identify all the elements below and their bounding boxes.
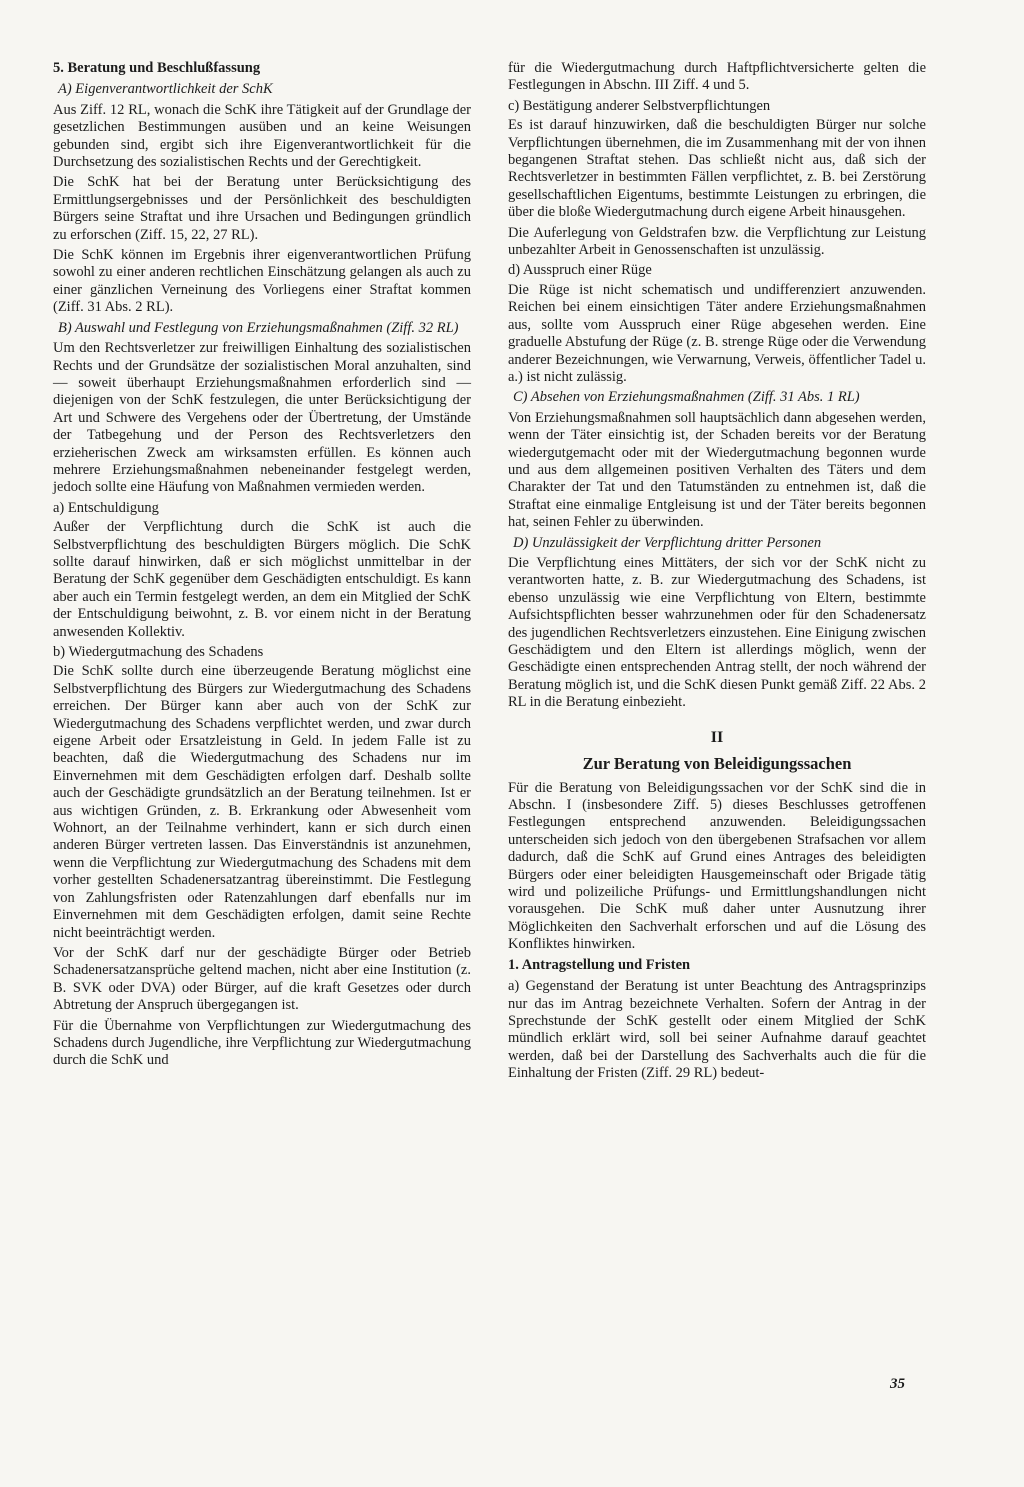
- subheading-b: B) Auswahl und Festlegung von Erziehungsmaßnahmen (Ziff. 32 RL): [58, 319, 459, 336]
- paragraph: a) Gegenstand der Beratung ist unter Beachtung des Antragsprinzips nur das im Antrag bezeichnete Verhalten. Sofern der Antrag in der Sprechstunde der SchK gestellt oder einem Mitglied der SchK mündlich erklärt wird, soll bei seiner Aufnahme darauf geachtet werden, daß bei der Darstellung des Sachverhalts auch die für die Einhaltung der Fristen (Ziff. 29 RL) bedeut-: [508, 978, 926, 1082]
- paragraph: Aus Ziff. 12 RL, wonach die SchK ihre Tätigkeit auf der Grundlage der gesetzlichen Bestimmungen ausüben und an keine Weisungen gebunden sind, ergibt sich ihre Eigenverantwortlichkeit für die Durchsetzung des sozialistischen Rechts und der Gerechtigkeit.: [53, 101, 471, 171]
- paragraph: Außer der Verpflichtung durch die SchK ist auch die Selbstverpflichtung des beschuldigten Bürgers möglich. Die SchK sollte darauf hinwirken, daß er sich möglichst unmittelbar in der Beratung der SchK gegenüber dem Geschädigten entschuldigt. Es kann aber auch ein Termin festgelegt werden, an dem ein Mitglied der SchK der Entschuldigung beiwohnt, z. B. vor einem nicht in der Beratung anwesenden Kollektiv.: [53, 519, 471, 640]
- subheading-ruege: d) Ausspruch einer Rüge: [508, 262, 652, 279]
- paragraph: Vor der SchK darf nur der geschädigte Bürger oder Betrieb Schadenersatzansprüche geltend machen, nicht aber eine Institution (z. B. SVK oder DVA) oder Bürger, auf die kraft Gesetzes oder durch Abtretung der Anspruch übergegangen ist.: [53, 944, 471, 1014]
- subheading-a: A) Eigenverantwortlichkeit der SchK: [58, 81, 273, 98]
- subheading-bestaetigung: c) Bestätigung anderer Selbstverpflichtungen: [508, 97, 771, 114]
- part-title: Zur Beratung von Beleidigungssachen: [582, 753, 852, 773]
- paragraph: Die Rüge ist nicht schematisch und undifferenziert anzuwenden. Reichen bei einem einsichtigen Täter andere Erziehungsmaßnahmen aus, sollte vom Ausspruch einer Rüge abgesehen werden. Eine graduelle Abstufung der Rüge (z. B. strenge Rüge oder die Verwendung anderer Bezeichnungen, wie Verwarnung, Verweis, öffentlicher Tadel u. a.) ist nicht zulässig.: [508, 281, 926, 385]
- paragraph: Die SchK hat bei der Beratung unter Berücksichtigung des Ermittlungsergebnisses und der Persönlichkeit des beschuldigten Bürgers seine Straftat und ihre Ursachen und Bedingungen gründlich zu erforschen (Ziff. 15, 22, 27 RL).: [53, 174, 471, 243]
- paragraph: Für die Übernahme von Verpflichtungen zur Wiedergutmachung des Schadens durch Jugendliche, ihre Verpflichtung zur Wiedergutmachung durch die SchK und: [53, 1017, 471, 1069]
- paragraph: Für die Beratung von Beleidigungssachen vor der SchK sind die in Abschn. I (insbesondere Ziff. 5) dieses Beschlusses getroffenen Festlegungen entsprechend anzuwenden. Beleidigungssachen unterscheiden sich jedoch von den übergebenen Strafsachen vor allem dadurch, daß die SchK auf Grund eines Antrages des beleidigten Bürgers oder einer beleidigten Hausgemeinschaft oder Brigade tätig wird und polizeiliche Prüfungs- und Ermittlungshandlungen nicht vorausgehen. Die SchK muß daher unter Ausnutzung ihrer Möglichkeiten den Sachverhalt erforschen und auf die Lösung des Konfliktes hinwirken.: [508, 779, 926, 953]
- page-number: 35: [890, 1376, 905, 1392]
- paragraph: Von Erziehungsmaßnahmen soll hauptsächlich dann abgesehen werden, wenn der Täter einsichtig ist, der Schaden bereits vor der Beratung wiedergutgemacht oder mit der Wiedergutmachung begonnen wurde und aus dem allgemeinen positiven Verhalten des Täters und dem Charakter der Tat und den Tatumständen zu entnehmen ist, daß die Straftat eine einmalige Entgleisung ist und der Täter bereits begonnen hat, seinen Fehler zu überwinden.: [508, 409, 926, 531]
- paragraph: Die SchK sollte durch eine überzeugende Beratung möglichst eine Selbstverpflichtung des Bürgers zur Wiedergutmachung des Schadens erreichen. Der Bürger kann aber auch von der SchK zur Wiedergutmachung des Schadens verpflichtet werden, und zwar durch eigene Arbeit oder Ersatzleistung in Geld. In jedem Falle ist zu beachten, daß die Wiedergutmachung des Schadens nur im Einvernehmen mit dem Geschädigten erfolgen darf. Deshalb sollte auch der Geschädigte grundsätzlich an der Beratung teilnehmen. Ist er aus wichtigen Gründen, z. B. Erkrankung oder Abwesenheit vom Wohnort, an der Teilnahme verhindert, kann er sich durch einen anderen Bürger vertreten lassen. Das Einverständnis ist anzunehmen, wenn die Verpflichtung zur Wiedergutmachung des Schadens mit dem vorher gestellten Schadenersatzantrag übereinstimmt. Die Festlegung von Zahlungsfristen oder Ratenzahlungen darf ebenfalls nur im Einvernehmen mit dem Geschädigten erfolgen, damit seine Rechte nicht beeinträchtigt werden.: [53, 663, 471, 941]
- paragraph: Die SchK können im Ergebnis ihrer eigenverantwortlichen Prüfung sowohl zu einer anderen rechtlichen Einschätzung gelangen als auch zu einer gänzlichen Verneinung des Vorliegens einer Straftat kommen (Ziff. 31 Abs. 2 RL).: [53, 247, 471, 316]
- paragraph: Um den Rechtsverletzer zur freiwilligen Einhaltung des sozialistischen Rechts und der Grundsätze der sozialistischen Moral anzuhalten, sind — soweit überhaupt Erziehungsmaßnahmen erforderlich sind — diejenigen von der SchK festzulegen, die unter Berücksichtigung der Art und Schwere des Vergehens oder der Übertretung, der Umstände der Tatbegehung und der Person des Rechtsverletzers den erzieherischen Zweck am wirksamsten erfüllen. Es können auch mehrere Erziehungsmaßnahmen nebeneinander festgelegt werden, jedoch sollte eine Häufung von Maßnahmen vermieden werden.: [53, 340, 471, 496]
- part-number: II: [710, 728, 724, 746]
- section-heading-5: 5. Beratung und Beschlußfassung: [53, 60, 261, 76]
- subheading-d: D) Unzulässigkeit der Verpflichtung dritter Personen: [513, 534, 822, 551]
- paragraph: für die Wiedergutmachung durch Haftpflichtversicherte gelten die Festlegungen in Abschn. III Ziff. 4 und 5.: [508, 60, 926, 94]
- paragraph: Es ist darauf hinzuwirken, daß die beschuldigten Bürger nur solche Verpflichtungen übernehmen, die im Zusammenhang mit der von ihnen begangenen Straftat stehen. Das schließt nicht aus, daß sich der Rechtsverletzer in bestimmten Fällen verpflichtet, z. B. bei Zerstörung gesellschaftlichen Eigentums, bestimmte Leistungen zu erbringen, die über die bloße Wiedergutmachung durch eigene Arbeit hinausgehen.: [508, 117, 926, 221]
- subheading-entschuldigung: a) Entschuldigung: [53, 499, 159, 516]
- subheading-wiedergutmachung: b) Wiedergutmachung des Schadens: [53, 644, 264, 660]
- right-column: [508, 60, 926, 1086]
- subheading-c: C) Absehen von Erziehungsmaßnahmen (Ziff. 31 Abs. 1 RL): [513, 389, 860, 406]
- paragraph: Die Verpflichtung eines Mittäters, der sich vor der SchK nicht zu verantworten hatte, z. B. zur Wiedergutmachung des Schadens, ist ebenso unzulässig wie eine Verpflichtung von Eltern, bestimmte Aufsichtspflichten besser wahrzunehmen oder für den Schadenersatz des jugendlichen Rechtsverletzers einzustehen. Eine Einigung zwischen Geschädigtem und den Eltern ist allerdings möglich, wenn der Geschädigte einen entsprechenden Antrag stellt, der noch während der Beratung möglich ist, und die SchK diesen Punkt gemäß Ziff. 22 Abs. 2 RL in die Beratung einbezieht.: [508, 554, 926, 711]
- paragraph: Die Auferlegung von Geldstrafen bzw. die Verpflichtung zur Leistung unbezahlter Arbeit in Genossenschaften ist unzulässig.: [508, 224, 926, 259]
- section-heading-1: 1. Antragstellung und Fristen: [508, 956, 691, 973]
- left-column: [53, 60, 471, 1073]
